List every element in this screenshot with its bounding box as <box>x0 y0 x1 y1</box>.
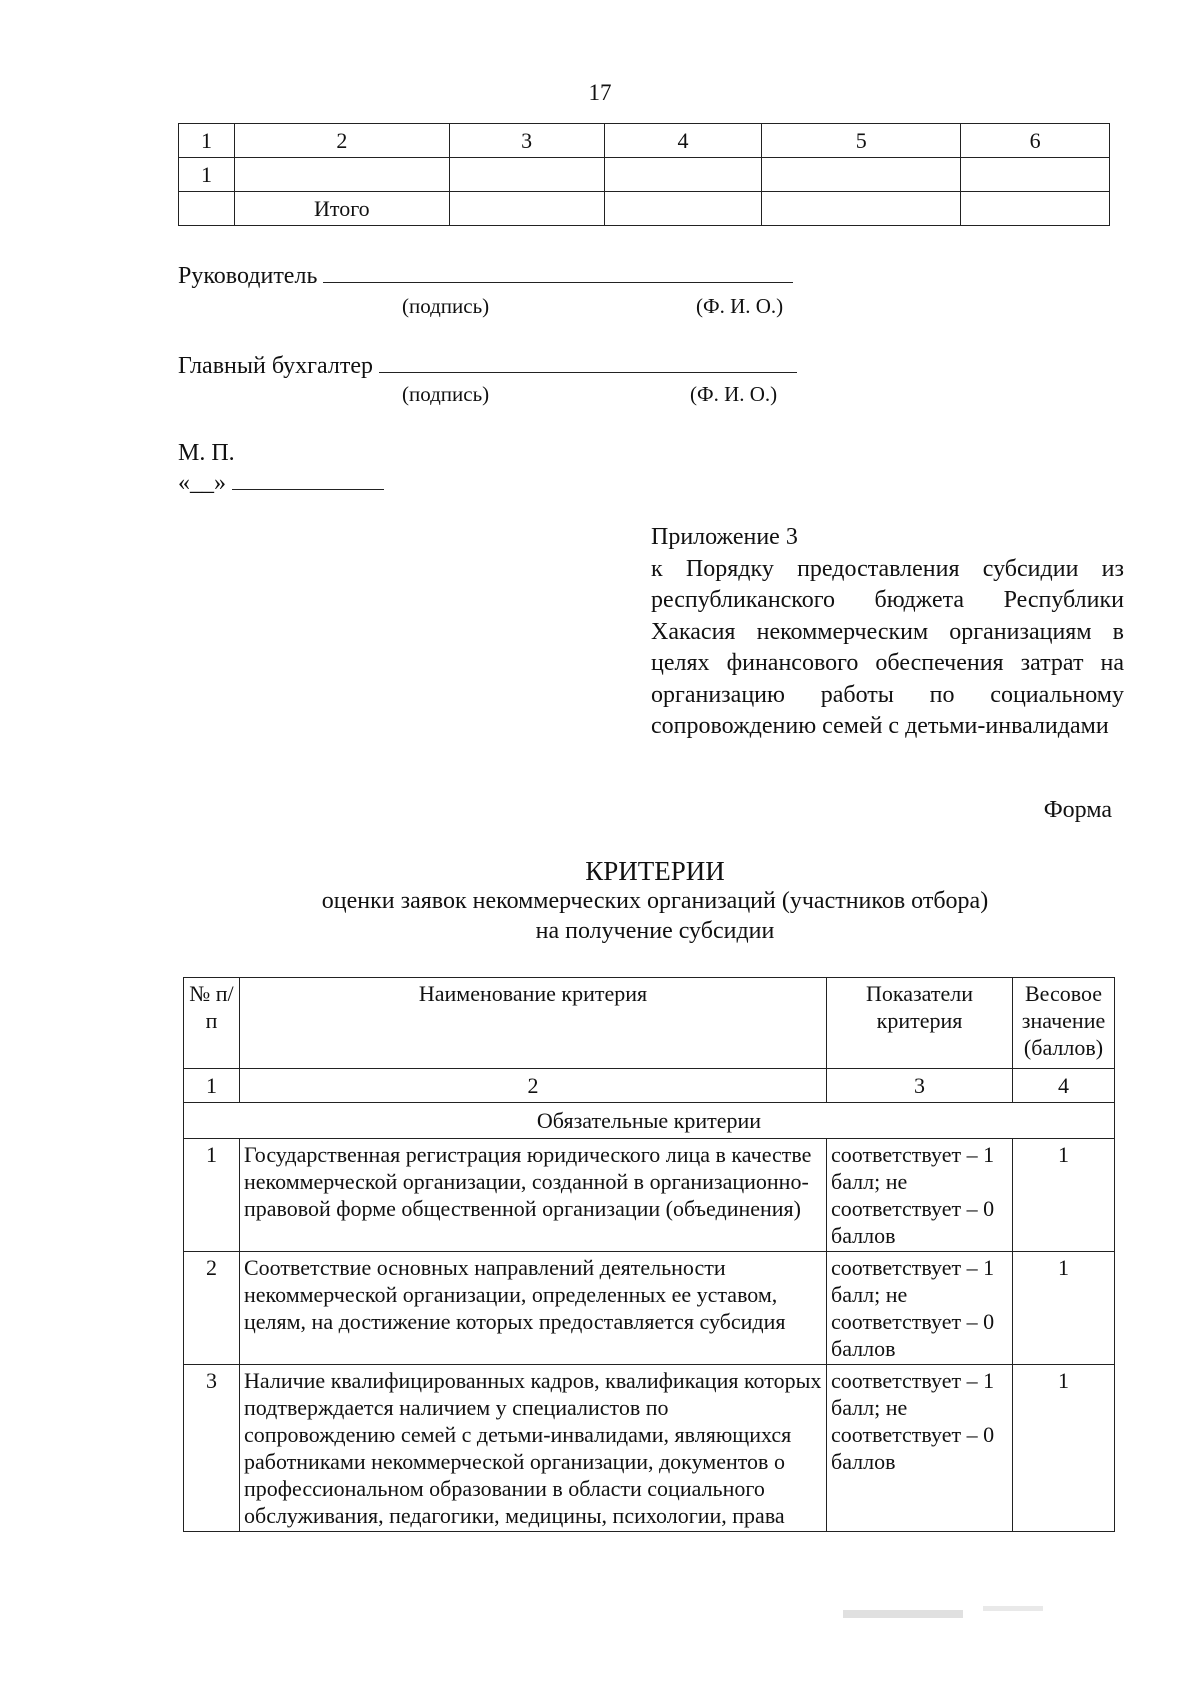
summary-table-row <box>179 158 1110 192</box>
criteria-row-number: 1 <box>184 1139 240 1252</box>
summary-header-cell: 6 <box>961 124 1110 158</box>
col-header-name: Наименование критерия <box>240 978 827 1069</box>
summary-empty-cell <box>961 192 1110 226</box>
accountant-signature-line <box>178 353 797 380</box>
summary-empty-cell <box>234 158 449 192</box>
date-field <box>232 489 384 490</box>
document-title: КРИТЕРИИ <box>585 856 725 886</box>
column-number: 2 <box>240 1069 827 1103</box>
summary-empty-cell <box>961 158 1110 192</box>
summary-header-cell: 3 <box>449 124 604 158</box>
col-header-indicator: Показатели критерия <box>827 978 1013 1069</box>
summary-empty-cell <box>179 192 235 226</box>
criteria-row-name: Наличие квалифицированных кадров, квалификация которых подтверждается наличием у специалистов по сопровождению семей с детьми-инвалидами, являющихся работниками некоммерческой организации, документов о профессиональном образовании в области социального обслуживания, педагогики, медицины, психологии, права <box>240 1365 827 1532</box>
criteria-row-name: Соответствие основных направлений деятельности некоммерческой организации, определенных ее уставом, целям, на достижение которых предоставляется субсидия <box>240 1252 827 1365</box>
criteria-row <box>184 1139 1115 1252</box>
date-line <box>178 470 384 497</box>
summary-total-label: Итого <box>234 192 449 226</box>
criteria-row-weight: 1 <box>1013 1252 1115 1365</box>
criteria-row-weight: 1 <box>1013 1365 1115 1532</box>
criteria-row-indicator: соответствует – 1 балл; не соответствует – 0 баллов <box>827 1252 1013 1365</box>
summary-table <box>178 123 1110 226</box>
stamp-label: М. П. <box>178 440 235 466</box>
column-number: 1 <box>184 1069 240 1103</box>
criteria-row <box>184 1365 1115 1532</box>
director-label: Руководитель <box>178 263 318 289</box>
col-header-number: № п/п <box>184 978 240 1069</box>
document-subtitle-line-2: на получение субсидии <box>535 918 775 944</box>
criteria-section-row <box>184 1103 1115 1139</box>
appendix-text: к Порядку предоставления субсидии из республиканского бюджета Республики Хакасия некоммерческим организациям в целях финансового обеспечения затрат на организацию работы по социальному сопровождению семей с детьми-инвалидами <box>651 555 1124 739</box>
criteria-row <box>184 1252 1115 1365</box>
summary-empty-cell <box>449 192 604 226</box>
summary-empty-cell <box>762 158 961 192</box>
criteria-row-indicator: соответствует – 1 балл; не соответствует – 0 баллов <box>827 1139 1013 1252</box>
summary-empty-cell <box>604 158 762 192</box>
summary-empty-cell <box>604 192 762 226</box>
appendix-title: Приложение 3 <box>651 524 798 550</box>
criteria-column-numbers-row <box>184 1069 1115 1103</box>
col-header-weight: Весовое значение (баллов) <box>1013 978 1115 1069</box>
director-signature-line <box>178 263 793 290</box>
summary-header-cell: 1 <box>179 124 235 158</box>
criteria-table <box>183 977 1115 1532</box>
director-signature-hint: (подпись) <box>402 294 490 318</box>
faint-stamp-mark <box>843 1604 1073 1624</box>
summary-row-number: 1 <box>179 158 235 192</box>
summary-header-cell: 4 <box>604 124 762 158</box>
accountant-name-hint: (Ф. И. О.) <box>690 382 778 406</box>
column-number: 3 <box>827 1069 1013 1103</box>
form-label: Форма <box>1043 797 1112 823</box>
summary-empty-cell <box>762 192 961 226</box>
criteria-header-row <box>184 978 1115 1069</box>
accountant-label: Главный бухгалтер <box>178 353 373 379</box>
summary-empty-cell <box>449 158 604 192</box>
summary-header-cell: 5 <box>762 124 961 158</box>
criteria-row-number: 3 <box>184 1365 240 1532</box>
column-number: 4 <box>1013 1069 1115 1103</box>
summary-header-cell: 2 <box>234 124 449 158</box>
appendix-block <box>651 522 1124 743</box>
document-subtitle-line-1: оценки заявок некоммерческих организаций (участников отбора) <box>321 888 989 914</box>
director-signature-field <box>323 282 793 283</box>
criteria-row-name: Государственная регистрация юридического лица в качестве некоммерческой организации, созданной в организационно-правовой форме общественной организации (объединения) <box>240 1139 827 1252</box>
criteria-row-number: 2 <box>184 1252 240 1365</box>
section-title: Обязательные критерии <box>184 1103 1115 1139</box>
accountant-signature-field <box>379 372 797 373</box>
summary-total-row <box>179 192 1110 226</box>
criteria-row-indicator: соответствует – 1 балл; не соответствует – 0 баллов <box>827 1365 1013 1532</box>
page-number: 17 <box>588 80 612 105</box>
date-template: «__» <box>178 470 226 496</box>
summary-table-header-row <box>179 124 1110 158</box>
criteria-row-weight: 1 <box>1013 1139 1115 1252</box>
director-name-hint: (Ф. И. О.) <box>696 294 784 318</box>
accountant-signature-hint: (подпись) <box>402 382 490 406</box>
